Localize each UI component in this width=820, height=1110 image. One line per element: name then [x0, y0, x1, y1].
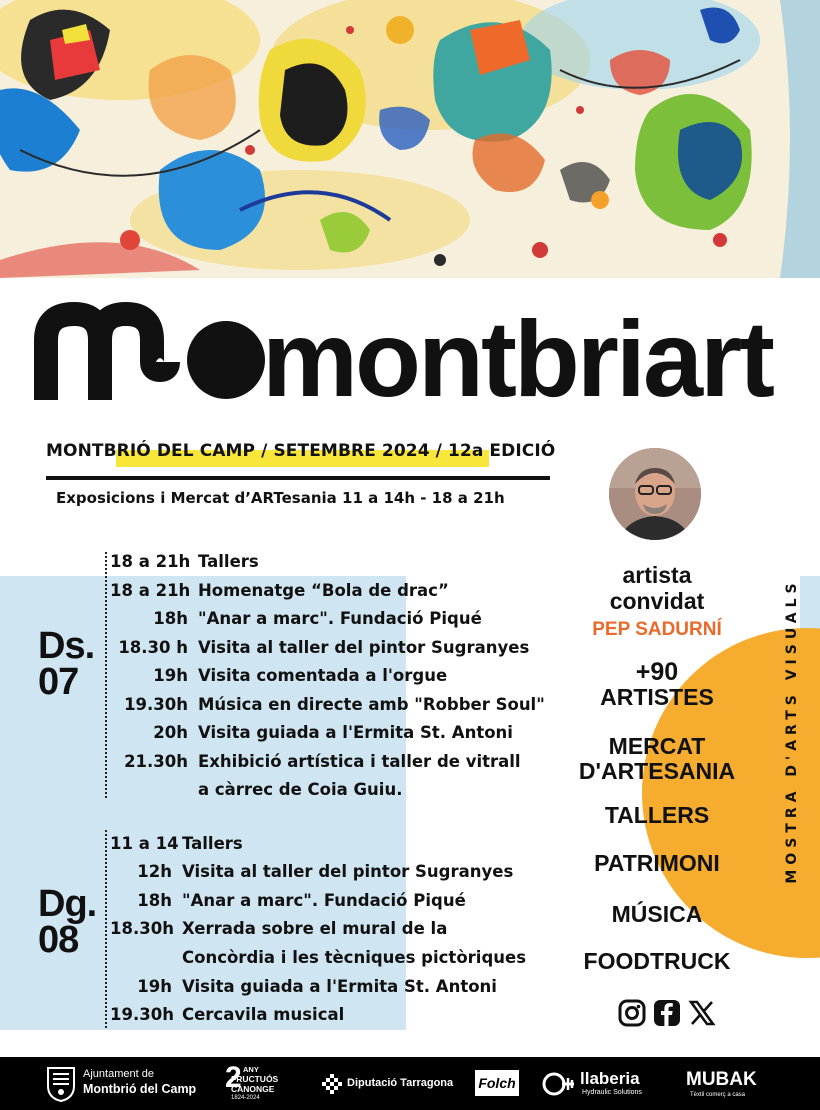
schedule-row [110, 1005, 344, 1025]
event-time: 11 a 14 [110, 834, 179, 853]
event-desc: "Anar a marc". Fundació Piqué [182, 891, 466, 910]
schedule-row [110, 862, 513, 882]
exhibition-hours: Exposicions i Mercat d’ARTesania 11 a 14h - 18 a 21h [56, 489, 505, 507]
sponsor-folch: Folch [475, 1070, 519, 1096]
event-time: 21.30h [124, 752, 188, 771]
music-label: MÚSICA [611, 901, 703, 927]
event-desc: Exhibició artística i taller de vitrall [198, 752, 521, 771]
event-time: 12h [137, 862, 172, 881]
logo-text: montbriart [262, 300, 772, 410]
schedule-row [110, 723, 513, 743]
event-desc: Visita guiada a l'Ermita St. Antoni [182, 977, 497, 996]
schedule-row [110, 919, 447, 939]
llaberia-logo-icon [542, 1072, 576, 1096]
meta-divider [46, 476, 550, 480]
municipal-shield-icon [44, 1066, 78, 1102]
event-desc: Visita guiada a l'Ermita St. Antoni [198, 723, 513, 742]
guest-label-line2: convidat [609, 588, 705, 614]
event-time: 19h [137, 977, 172, 996]
event-desc: Tallers [198, 552, 259, 571]
event-desc: "Anar a marc". Fundació Piqué [198, 609, 482, 628]
day-number: 07 [38, 661, 79, 703]
event-time: 18 a 21h [110, 552, 191, 571]
schedule-row [110, 552, 259, 572]
guest-artist-name: PEP SADURNÍ [592, 619, 722, 640]
schedule-row [110, 581, 449, 601]
dotted-divider [105, 830, 107, 1028]
event-desc: Música en directe amb "Robber Soul" [198, 695, 545, 714]
event-desc: Tallers [182, 834, 243, 853]
vertical-tagline [773, 520, 800, 950]
schedule-row [110, 891, 466, 911]
event-time: 18h [153, 609, 188, 628]
sponsor-ajuntament-line1: Ajuntament de [83, 1068, 154, 1080]
event-time: 19.30h [110, 1005, 174, 1024]
day-label-sunday [38, 883, 97, 961]
vertical-tagline-text: MOSTRA D'ARTS VISUALS [784, 578, 800, 884]
event-time: 19.30h [124, 695, 188, 714]
diputacio-emblem-icon [322, 1074, 342, 1094]
artists-label: ARTISTES [600, 684, 714, 710]
event-time [110, 780, 198, 800]
event-desc: Visita al taller del pintor Sugranyes [182, 862, 514, 881]
sponsor-any-years: 1824-2024 [231, 1095, 260, 1101]
day-abbr: Ds. [38, 625, 95, 667]
event-time: 20h [153, 723, 188, 742]
day-number: 08 [38, 919, 79, 961]
facebook-icon[interactable] [653, 999, 681, 1027]
event-desc: Cercavila musical [182, 1005, 345, 1024]
schedule-row [110, 752, 521, 772]
market-label-line1: MERCAT [608, 733, 706, 759]
sponsor-mubak-line1: MUBAK [686, 1069, 757, 1090]
heritage-label: PATRIMONI [594, 850, 720, 876]
schedule-row [110, 977, 497, 997]
sponsor-llaberia-line2: Hydraulic Solutions [582, 1089, 642, 1096]
event-meta-line: MONTBRIÓ DEL CAMP / SETEMBRE 2024 / 12a EDICIÓ [46, 441, 556, 461]
instagram-icon[interactable] [618, 999, 646, 1027]
day-abbr: Dg. [38, 883, 97, 925]
sponsor-any-number: 2 [225, 1061, 242, 1094]
workshops-label: TALLERS [604, 802, 710, 828]
sponsor-mubak-line2: Tèxtil comerç a casa [690, 1092, 746, 1098]
event-desc: Visita comentada a l'orgue [198, 666, 448, 685]
montbriart-logo [34, 300, 774, 410]
schedule-row [110, 666, 447, 686]
event-desc: Concòrdia i les tècniques pictòriques [182, 948, 527, 967]
dotted-divider [105, 552, 107, 798]
market-label-line2: D'ARTESANIA [578, 758, 736, 784]
event-desc: Xerrada sobre el mural de la [182, 919, 448, 938]
event-time: 18.30h [110, 919, 174, 938]
schedule-row [110, 834, 243, 854]
event-time: 18.30 h [118, 638, 188, 657]
event-time: 18 a 21h [110, 581, 191, 600]
guest-label-line1: artista [622, 562, 692, 588]
header-painting [0, 0, 820, 278]
schedule-row [110, 948, 526, 968]
sponsors-footer [0, 1057, 820, 1110]
sponsor-ajuntament-line2: Montbrió del Camp [83, 1082, 197, 1096]
schedule-row [110, 780, 402, 800]
sponsor-any-line1: ANY [243, 1065, 259, 1074]
schedule-row [110, 638, 529, 658]
day-label-saturday [38, 625, 95, 703]
x-icon[interactable] [688, 999, 716, 1027]
guest-artist-photo [609, 448, 701, 540]
schedule-row [110, 609, 482, 629]
event-time: 19h [153, 666, 188, 685]
event-desc: Homenatge “Bola de drac” [198, 581, 449, 600]
event-time: 18h [137, 891, 172, 910]
foodtruck-label: FOODTRUCK [583, 948, 731, 974]
event-desc: Visita al taller del pintor Sugranyes [198, 638, 530, 657]
sponsor-any-line3: CANONGE [231, 1084, 275, 1094]
sponsor-diputacio: Diputació Tarragona [347, 1077, 454, 1089]
event-time [110, 948, 182, 968]
sponsor-llaberia-line1: llaberia [580, 1069, 640, 1088]
artists-count: +90 [635, 658, 679, 686]
schedule-row [110, 695, 545, 715]
event-desc: a càrrec de Coia Guiu. [198, 780, 403, 799]
abstract-painting [0, 0, 820, 278]
sponsor-any-line2: FRUCTUÓS [231, 1074, 279, 1084]
